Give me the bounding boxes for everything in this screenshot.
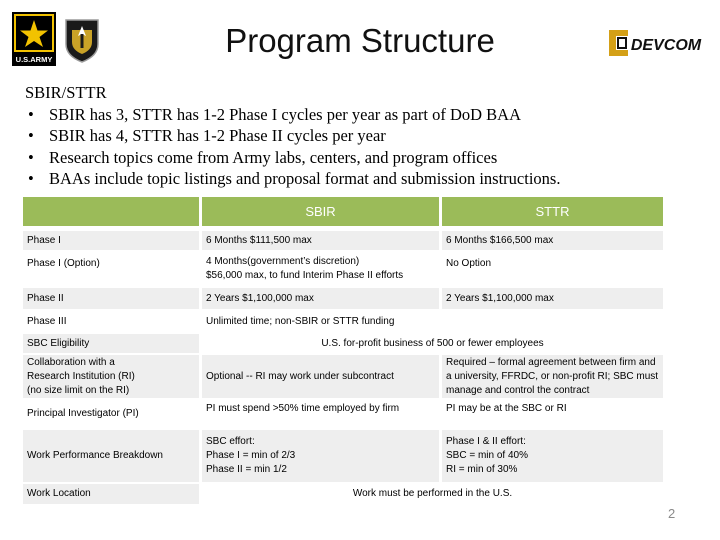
- sttr-cell: No Option: [442, 250, 663, 286]
- devcom-logo: [606, 26, 706, 60]
- bullet-item: • BAAs include topic listings and proposal format and submission instructions.: [25, 168, 705, 190]
- merged-cell: U.S. for-profit business of 500 or fewer employees: [202, 332, 663, 353]
- row-label: Phase I: [23, 229, 199, 250]
- program-structure-table: [20, 197, 666, 504]
- bullet-item: • SBIR has 3, STTR has 1-2 Phase I cycles per year as part of DoD BAA: [25, 104, 705, 126]
- page-title: Program Structure: [225, 22, 495, 59]
- sbir-cell: 4 Months(government’s discretion) $56,000 max, to fund Interim Phase II efforts: [202, 250, 439, 286]
- sttr-cell: PI may be at the SBC or RI: [442, 398, 663, 428]
- sbir-cell: PI must spend >50% time employed by firm: [202, 398, 439, 428]
- sbir-cell: 2 Years $1,100,000 max: [202, 286, 439, 309]
- table-row: [23, 286, 663, 309]
- sttr-cell: Phase I & II effort: SBC = min of 40% RI = min of 30%: [442, 428, 663, 482]
- table-row: [23, 398, 663, 428]
- row-label: Work Performance Breakdown: [23, 428, 199, 482]
- header-cell-sbir: SBIR: [202, 197, 439, 229]
- intro-section: [25, 82, 705, 190]
- sttr-cell: 2 Years $1,100,000 max: [442, 286, 663, 309]
- row-label: Phase I (Option): [23, 250, 199, 286]
- devcom-logo-text: DEVCOM: [630, 37, 702, 54]
- merged-cell: Work must be performed in the U.S.: [202, 482, 663, 504]
- row-label: Collaboration with a Research Institution (RI) (no size limit on the RI): [23, 353, 199, 398]
- bullet-item: • SBIR has 4, STTR has 1-2 Phase II cycles per year: [25, 125, 705, 147]
- intro-bullet-list: [25, 104, 705, 190]
- table-header-row: [23, 197, 663, 229]
- header-cell-sttr: STTR: [442, 197, 663, 229]
- sttr-cell: 6 Months $166,500 max: [442, 229, 663, 250]
- table-row: [23, 229, 663, 250]
- bullet-item: • Research topics come from Army labs, centers, and program offices: [25, 147, 705, 169]
- row-label: SBC Eligibility: [23, 332, 199, 353]
- table-row: [23, 250, 663, 286]
- header-cell-blank: [23, 197, 199, 229]
- intro-heading: SBIR/STTR: [25, 83, 107, 102]
- table-row: [23, 353, 663, 398]
- army-logo-text: U.S.ARMY: [15, 55, 53, 64]
- sbir-cell: Unlimited time; non-SBIR or STTR funding: [202, 309, 439, 332]
- table-row: [23, 428, 663, 482]
- table-row: [23, 482, 663, 504]
- table-row: [23, 309, 663, 332]
- row-label: Work Location: [23, 482, 199, 504]
- sbir-cell: Optional -- RI may work under subcontract: [202, 353, 439, 398]
- row-label: Principal Investigator (PI): [23, 398, 199, 428]
- row-label: Phase III: [23, 309, 199, 332]
- table-row: [23, 332, 663, 353]
- row-label: Phase II: [23, 286, 199, 309]
- sttr-cell: Required – formal agreement between firm and a university, FFRDC, or non-profit RI; SBC must manage and control the contract: [442, 353, 663, 398]
- page-number: 2: [668, 506, 676, 521]
- sbir-cell: 6 Months $111,500 max: [202, 229, 439, 250]
- sttr-cell: [442, 309, 663, 332]
- sbir-cell: SBC effort: Phase I = min of 2/3 Phase II = min 1/2: [202, 428, 439, 482]
